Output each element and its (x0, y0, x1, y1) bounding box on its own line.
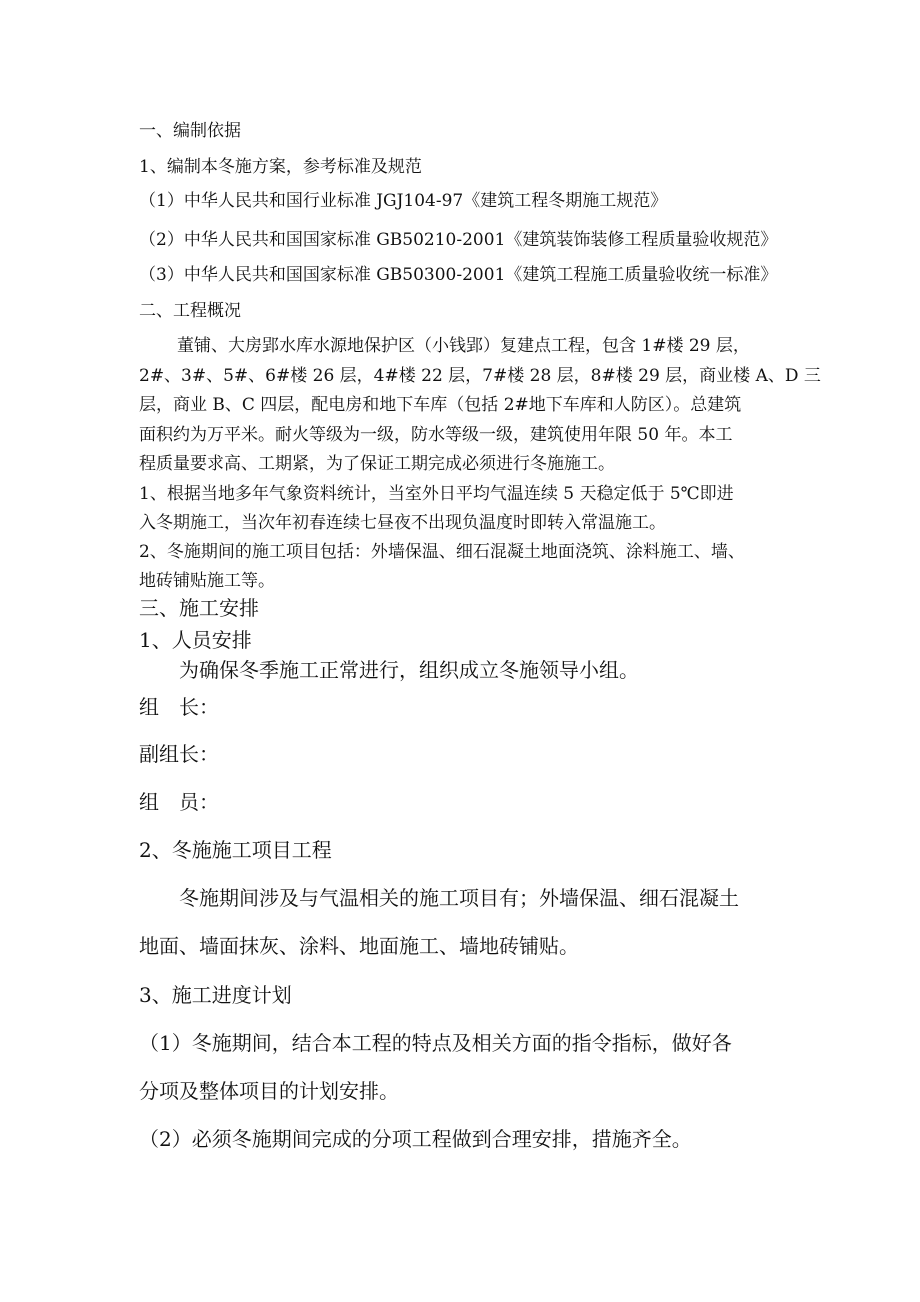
section-heading-overview: 二、工程概况 (139, 301, 241, 321)
team-members-label: 组 员： (139, 790, 219, 814)
overview-line-5: 程质量要求高、工期紧，为了保证工期完成必须进行冬施施工。 (139, 454, 615, 474)
section-heading-basis: 一、编制依据 (139, 121, 241, 141)
team-leader-label: 组 长： (139, 695, 219, 719)
deputy-leader-label: 副组长： (139, 742, 219, 766)
overview-line-1: 董铺、大房郢水库水源地保护区（小钱郢）复建点工程，包含 1#楼 29 层， (177, 336, 750, 356)
winter-projects-title: 2、冬施施工项目工程 (139, 838, 332, 862)
schedule-item-2: （2）必须冬施期间完成的分项工程做到合理安排，措施齐全。 (139, 1127, 692, 1151)
overview-point-1-line-2: 入冬期施工，当次年初春连续七昼夜不出现负温度时即转入常温施工。 (139, 513, 666, 533)
winter-projects-line-1: 冬施期间涉及与气温相关的施工项目有；外墙保温、细石混凝土 (179, 886, 739, 910)
winter-projects-line-2: 地面、墙面抹灰、涂料、地面施工、墙地砖铺贴。 (139, 934, 579, 958)
overview-line-4: 面积约为万平米。耐火等级为一级，防水等级一级，建筑使用年限 50 年。本工 (139, 425, 733, 445)
overview-point-2-line-2: 地砖铺贴施工等。 (139, 571, 275, 591)
schedule-item-1-line-1: （1）冬施期间，结合本工程的特点及相关方面的指令指标，做好各 (139, 1031, 732, 1055)
schedule-title: 3、施工进度计划 (139, 983, 292, 1007)
section-heading-arrangement: 三、施工安排 (139, 596, 259, 620)
reference-standard-3: （3）中华人民共和国国家标准 GB50300-2001《建筑工程施工质量验收统一标准》 (139, 265, 778, 285)
reference-standard-1: （1）中华人民共和国行业标准 JGJ104-97《建筑工程冬期施工规范》 (139, 191, 668, 211)
overview-line-2: 2#、3#、5#、6#楼 26 层，4#楼 22 层，7#楼 28 层，8#楼 29 层，商业楼 A、D 三 (139, 366, 821, 386)
staffing-intro: 为确保冬季施工正常进行，组织成立冬施领导小组。 (179, 658, 639, 682)
reference-standard-2: （2）中华人民共和国国家标准 GB50210-2001《建筑装饰装修工程质量验收规范》 (139, 230, 778, 250)
basis-item-1: 1、编制本冬施方案，参考标准及规范 (139, 157, 422, 177)
overview-point-2-line-1: 2、冬施期间的施工项目包括：外墙保温、细石混凝土地面浇筑、涂料施工、墙、 (139, 542, 745, 562)
staffing-title: 1、人员安排 (139, 628, 252, 652)
overview-point-1-line-1: 1、根据当地多年气象资料统计，当室外日平均气温连续 5 天稳定低于 5℃即进 (139, 484, 734, 504)
schedule-item-1-line-2: 分项及整体项目的计划安排。 (139, 1079, 399, 1103)
overview-line-3: 层，商业 B、C 四层，配电房和地下车库（包括 2#地下车库和人防区）。总建筑 (139, 395, 742, 415)
